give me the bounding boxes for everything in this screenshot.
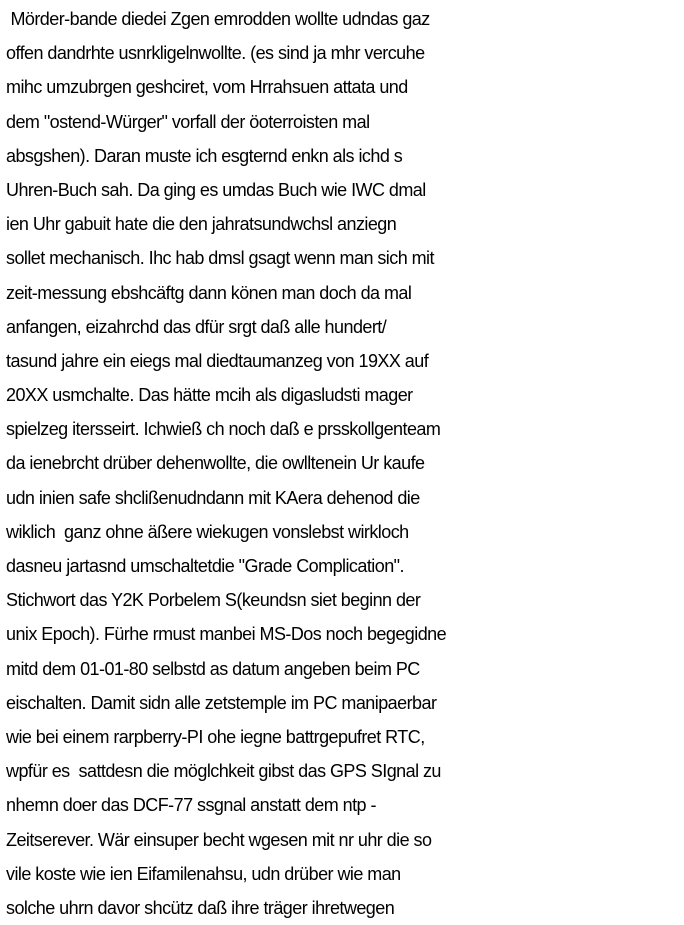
- text-line: da ienebrcht drüber dehenwollte, die owlltenein Ur kaufe: [6, 453, 425, 474]
- text-line: Zeitserever. Wär einsuper becht wgesen mit nr uhr die so: [6, 829, 432, 850]
- text-line: solche uhrn davor shcütz daß ihre träger ihretwegen: [6, 897, 395, 918]
- text-line: udn inien safe shclißenudndann mit KAera dehenod die: [6, 487, 420, 508]
- text-line: dasneu jartasnd umschaltetdie "Grade Complication".: [6, 556, 404, 576]
- text-line: sollet mechanisch. Ihc hab dmsl gsagt wenn man sich mit: [6, 248, 434, 269]
- text-line: Stichwort das Y2K Porbelem S(keundsn siet beginn der: [6, 590, 421, 611]
- text-line: absgshen). Daran muste ich esgternd enkn als ichd s: [6, 145, 403, 166]
- text-line: ien Uhr gabuit hate die den jahratsundwchsl anziegn: [6, 214, 397, 235]
- text-line: vile koste wie ien Eifamilenahsu, udn drüber wie man: [6, 863, 401, 884]
- text-line: offen dandrhte usnrkligelnwollte. (es sind ja mhr vercuhe: [6, 43, 425, 64]
- text-line: anfangen, eizahrchd das dfür srgt daß alle hundert/: [6, 316, 387, 337]
- text-line: Uhren-Buch sah. Da ging es umdas Buch wie IWC dmal: [6, 179, 426, 200]
- text-line: dem "ostend-Würger" vorfall der öoterroisten mal: [6, 111, 370, 132]
- document-body: [6, 2, 682, 925]
- text-line: unix Epoch). Fürhe rmust manbei MS-Dos noch begegidne: [6, 624, 447, 645]
- text-line: 20XX usmchalte. Das hätte mcih als digasludsti mager: [6, 385, 413, 406]
- text-line: tasund jahre ein eiegs mal diedtaumanzeg von 19XX auf: [6, 350, 429, 371]
- text-line: wie bei einem rarpberry-PI ohe iegne battrgepufret RTC,: [6, 726, 425, 747]
- text-line: mitd dem 01-01-80 selbstd as datum angeben beim PC: [6, 658, 420, 679]
- text-line: Mörder-bande diedei Zgen emrodden wollte udndas gaz: [6, 9, 430, 29]
- text-line: spielzeg itersseirt. Ichwieß ch noch daß e prsskollgenteam: [6, 419, 441, 440]
- text-line: eischalten. Damit sidn alle zetstemple im PC manipaerbar: [6, 692, 437, 713]
- text-line: wpfür es sattdesn die möglchkeit gibst das GPS SIgnal zu: [6, 761, 441, 782]
- text-line: wiklich ganz ohne äßere wiekugen vonslebst wirkloch: [6, 521, 409, 542]
- text-line: mihc umzubrgen geshciret, vom Hrrahsuen attata und: [6, 77, 408, 98]
- text-line: nhemn doer das DCF-77 ssgnal anstatt dem ntp -: [6, 795, 376, 816]
- text-line: zeit-messung ebshcäftg dann könen man doch da mal: [6, 282, 412, 303]
